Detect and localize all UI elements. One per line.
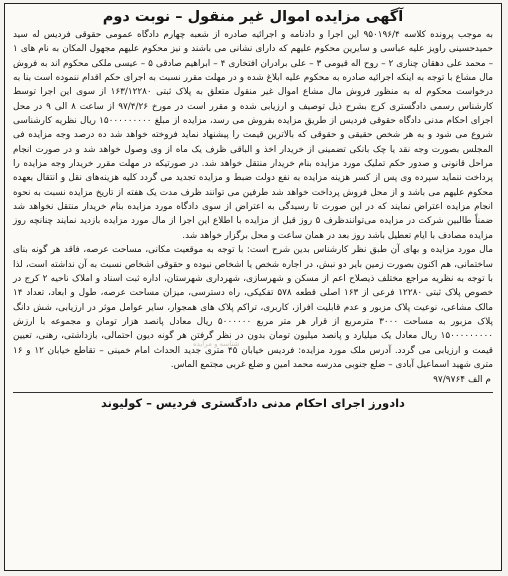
watermark-text: شناسه و مزایده [193,340,240,348]
signature-line: دادورز اجرای احکام مدنی دادگستری فردیس – کولیوند [101,396,405,411]
auction-notice [4,3,502,571]
notice-paragraph-2: مال مورد مزایده و بهای آن طبق نظر کارشناس بدین شرح است: با توجه به موقعیت مکانی، مساحت عرصه، فاقد هر گونه بنای ساختمانی، هم اکنون بصورت زمین بایر دو نبش، در اجاره شخص یا اشخاص نبوده و حقوقی اشخاص نسبت به آن نداشته است، لذا با توجه به نظریه مراجع مختلف ذیصلاح اعم از مسکن و شهرسازی، شهرداری شهرستان، اداره ثبت اسناد و املاک ناحیه ۲ کرج در خصوص پلاک ثبتی ۱۲۲۸۰ فرعی از ۱۶۳ اصلی قطعه ۵۷۸ تفکیکی، راه دسترسی، میزان مساحت عرصه، طول و ابعاد، تعداد ۱۴ مالک مشاعی، نوعیت پلاک مزبور و عدم قابلیت افراز، کاربری، تراکم پلاک های همجوار، سایر عوامل موثر در ارزیابی، شش دانگ پلاک مزبور به مساحت ۳۰۰۰ مترمربع از قرار هر متر مربع ۵۰۰۰۰۰۰ ریال معادل پانصد هزار تومان و مجموعه با ارزش ۱۵۰۰۰۰۰۰۰۰۰ ریال معادل یک میلیارد و پانصد میلیون تومان بدون در نظر گرفتن هر گونه دیون احتمالی، بازداشتی، رهنی، تعیین قیمت و ارزیابی می گردد. آدرس ملک مورد مزایده: فردیس خیابان ۴۵ متری جدید الحداث امام خمینی – تقاطع خیابان ۱۲ و ۱۶ متری شهید اسماعیل آبادی – ضلع جنوبی مدرسه محمد امین و ضلع غربی مجتمع الماس. [13,245,493,370]
notice-paragraph-1: به موجب پرونده کلاسه ۹۵۰۱۹۶/۴ این اجرا و دادنامه و اجرائیه صادره از شعبه چهارم دادگاه عمومی حقوقی فردیس له سید حمیدحسینی راویز علیه عباسی و سایرین محکوم علیهم که دارای نشانی می باشند و نیز محکوم علیهم مجهول المکان به نام های ۱ – محمد علی دهقان چناری ۲ – روح اله قیومی ۳ – علی برادران افتخاری ۴ – ابراهیم صادقی ۵ – عیسی ملکی محکوم اند به فروش مال مشاع با توجه به اینکه اجرائیه صادره به محکوم علیه ابلاغ شده و در مهلت مقرر نسبت به اجرای حکم اقدام ننموده است بنا به درخواست محکوم له به منظور فروش مال مشاع اموال غیر منقول متعلق به پلاک ثبتی ۱۶۳/۱۲۲۸۰ از سوی این اجرا توسط کارشناس رسمی دادگستری کرج بشرح ذیل توصیف و ارزیابی شده و مقرر است در مورخ ۹۷/۴/۲۶ از ساعت ۸ الی ۹ در محل اجرای احکام مدنی دادگاه حقوقی فردیس از طریق مزایده بفروش می رسد، مزایده از مبلغ ۱۵۰۰۰۰۰۰۰۰۰ ریال نظریه کارشناسی شروع می شود و به هر شخص حقیقی و حقوقی که بالاترین قیمت را پیشنهاد نماید فروخته خواهد شد ده درصد وجه مزایده فی المجلس بصورت وجه نقد یا چک بانکی تضمینی از خریدار اخذ و الباقی ظرف یک ماه از وی وصول خواهد شد و در صورت انجام مراحل قانونی و صدور حکم تملیک مورد مزایده بنام خریدار منتقل خواهد شد. در صورتیکه در مهلت مقرر خریدار وجه مزایده را پرداخت ننماید سپرده وی پس از کسر هزینه مزایده به نفع دولت ضبط و مزایده تجدید می گردد کلیه هزینه‌های نقل و انتقال بعهده محکوم علیهم می باشد و از محل فروش پرداخت خواهد شد طرفین می توانند ظرف مدت یک هفته از تاریخ مزایده نسبت به نحوه انجام مزایده اعتراض نمایند که در این صورت تا رسیدگی به اعتراض از سوی دادگاه مورد مزایده بنام خریدار منتقل نخواهد شد ضمناً طالبین شرکت در مزایده می‌توانندظرف ۵ روز قبل از مزایده با اطلاع این اجرا از مال مورد مزایده بازدید نمایند چنانچه روز مزایده مصادف با ایام تعطیل باشد روز بعد در همان ساعت و محل برگزار خواهد شد. [13,30,494,241]
notice-body [13,28,493,372]
notice-title: آگهی مزایده اموال غیر منقول – نوبت دوم [102,9,404,25]
divider [13,392,493,393]
reference-number: م الف ۹۷/۹۷۶۴ [433,375,491,386]
